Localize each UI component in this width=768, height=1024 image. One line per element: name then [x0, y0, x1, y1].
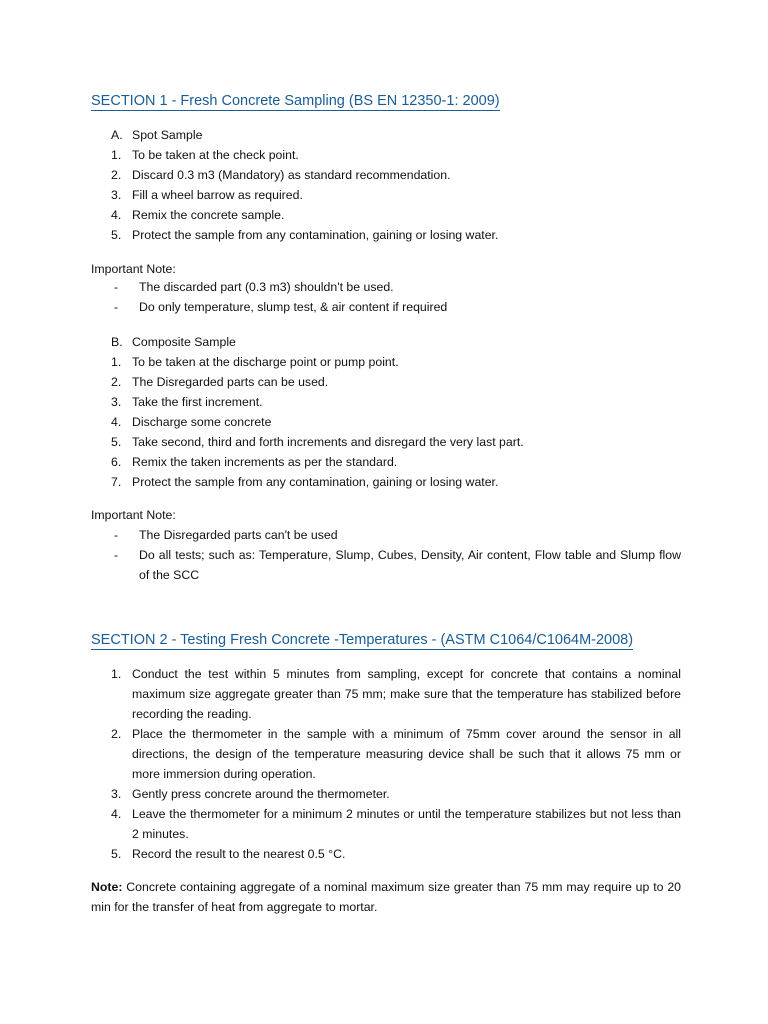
list-number: 2.: [111, 168, 122, 182]
note-text: Concrete containing aggregate of a nominal maximum size greater than 75 mm may require up to 20 min for the transfer of heat from aggregate to mortar.: [91, 880, 681, 914]
note-item: [91, 545, 681, 585]
list-number: 2.: [111, 727, 122, 741]
list-number: 1.: [111, 355, 122, 369]
section-1-heading: SECTION 1 - Fresh Concrete Sampling (BS EN 12350-1: 2009): [91, 93, 500, 109]
list-item-text: Discard 0.3 m3 (Mandatory) as standard recommendation.: [132, 168, 451, 182]
list-item: [91, 432, 681, 452]
list-item: [91, 372, 681, 392]
note-dash: -: [114, 300, 119, 314]
note-item: [91, 297, 681, 317]
section-2-note: [91, 877, 681, 917]
list-item-text: Fill a wheel barrow as required.: [132, 188, 303, 202]
part-a-title: Spot Sample: [132, 128, 203, 142]
list-number: 5.: [111, 228, 122, 242]
list-number: 6.: [111, 455, 122, 469]
important-note-b: [91, 505, 681, 585]
list-item: [91, 185, 681, 205]
section-2-heading: SECTION 2 - Testing Fresh Concrete -Temperatures - (ASTM C1064/C1064M-2008): [91, 632, 634, 648]
list-item-text: Remix the taken increments as per the standard.: [132, 455, 398, 469]
list-item-text: To be taken at the check point.: [132, 148, 299, 162]
list-item: [91, 205, 681, 225]
note-dash: -: [114, 548, 119, 562]
important-note-a: [91, 259, 681, 317]
part-b-marker: B.: [111, 335, 123, 349]
list-item: [91, 412, 681, 432]
list-item-text: Protect the sample from any contamination, gaining or losing water.: [132, 228, 499, 242]
list-item: [91, 225, 681, 245]
list-number: 2.: [111, 375, 122, 389]
list-number: 5.: [111, 847, 122, 861]
list-item: [91, 844, 681, 864]
part-b-title-row: [91, 332, 681, 352]
list-item-text: Leave the thermometer for a minimum 2 minutes or until the temperature stabilizes but not less than 2 minutes.: [132, 807, 681, 841]
note-item-text: The Disregarded parts can't be used: [139, 528, 338, 542]
list-item-text: Take second, third and forth increments and disregard the very last part.: [132, 435, 524, 449]
list-item-text: Record the result to the nearest 0.5 °C.: [132, 847, 346, 861]
part-a-title-row: [91, 125, 681, 145]
list-item: [91, 352, 681, 372]
important-note-label: Important Note:: [91, 508, 176, 522]
list-item: [91, 165, 681, 185]
part-a-block: [91, 125, 681, 245]
list-number: 1.: [111, 148, 122, 162]
list-item-text: Take the first increment.: [132, 395, 263, 409]
list-item: [91, 452, 681, 472]
list-item: [91, 472, 681, 492]
list-item-text: The Disregarded parts can be used.: [132, 375, 329, 389]
list-item-text: To be taken at the discharge point or pump point.: [132, 355, 399, 369]
list-item-text: Protect the sample from any contamination, gaining or losing water.: [132, 475, 499, 489]
list-item: [91, 145, 681, 165]
note-item-text: Do only temperature, slump test, & air content if required: [139, 300, 448, 314]
list-number: 4.: [111, 807, 122, 821]
list-item-text: Remix the concrete sample.: [132, 208, 285, 222]
list-item-text: Gently press concrete around the thermometer.: [132, 787, 390, 801]
list-item: [91, 784, 681, 804]
important-note-label: Important Note:: [91, 262, 176, 276]
note-item: [91, 525, 681, 545]
note-item-text: Do all tests; such as: Temperature, Slump, Cubes, Density, Air content, Flow table and Slump flow of the SCC: [139, 548, 681, 582]
list-number: 3.: [111, 188, 122, 202]
list-item-text: Conduct the test within 5 minutes from sampling, except for concrete that contains a nominal maximum size aggregate greater than 75 mm; make sure that the temperature has stabilized before recording the reading.: [132, 667, 681, 721]
part-a-marker: A.: [111, 128, 123, 142]
note-dash: -: [114, 528, 119, 542]
list-item: [91, 724, 681, 784]
note-item: [91, 277, 681, 297]
list-item-text: Place the thermometer in the sample with a minimum of 75mm cover around the sensor in all directions, the design of the temperature measuring device shall be such that it allows 75 mm or more immersion during operation.: [132, 727, 681, 781]
list-number: 7.: [111, 475, 122, 489]
list-number: 1.: [111, 667, 122, 681]
note-item-text: The discarded part (0.3 m3) shouldn't be used.: [139, 280, 394, 294]
list-number: 3.: [111, 787, 122, 801]
list-number: 3.: [111, 395, 122, 409]
list-item: [91, 664, 681, 724]
section-2-list: [91, 664, 681, 864]
list-item: [91, 804, 681, 844]
list-number: 5.: [111, 435, 122, 449]
part-b-block: [91, 332, 681, 492]
list-number: 4.: [111, 415, 122, 429]
list-item-text: Discharge some concrete: [132, 415, 272, 429]
note-label: Note:: [91, 880, 123, 894]
note-dash: -: [114, 280, 119, 294]
list-item: [91, 392, 681, 412]
part-b-title: Composite Sample: [132, 335, 236, 349]
list-number: 4.: [111, 208, 122, 222]
